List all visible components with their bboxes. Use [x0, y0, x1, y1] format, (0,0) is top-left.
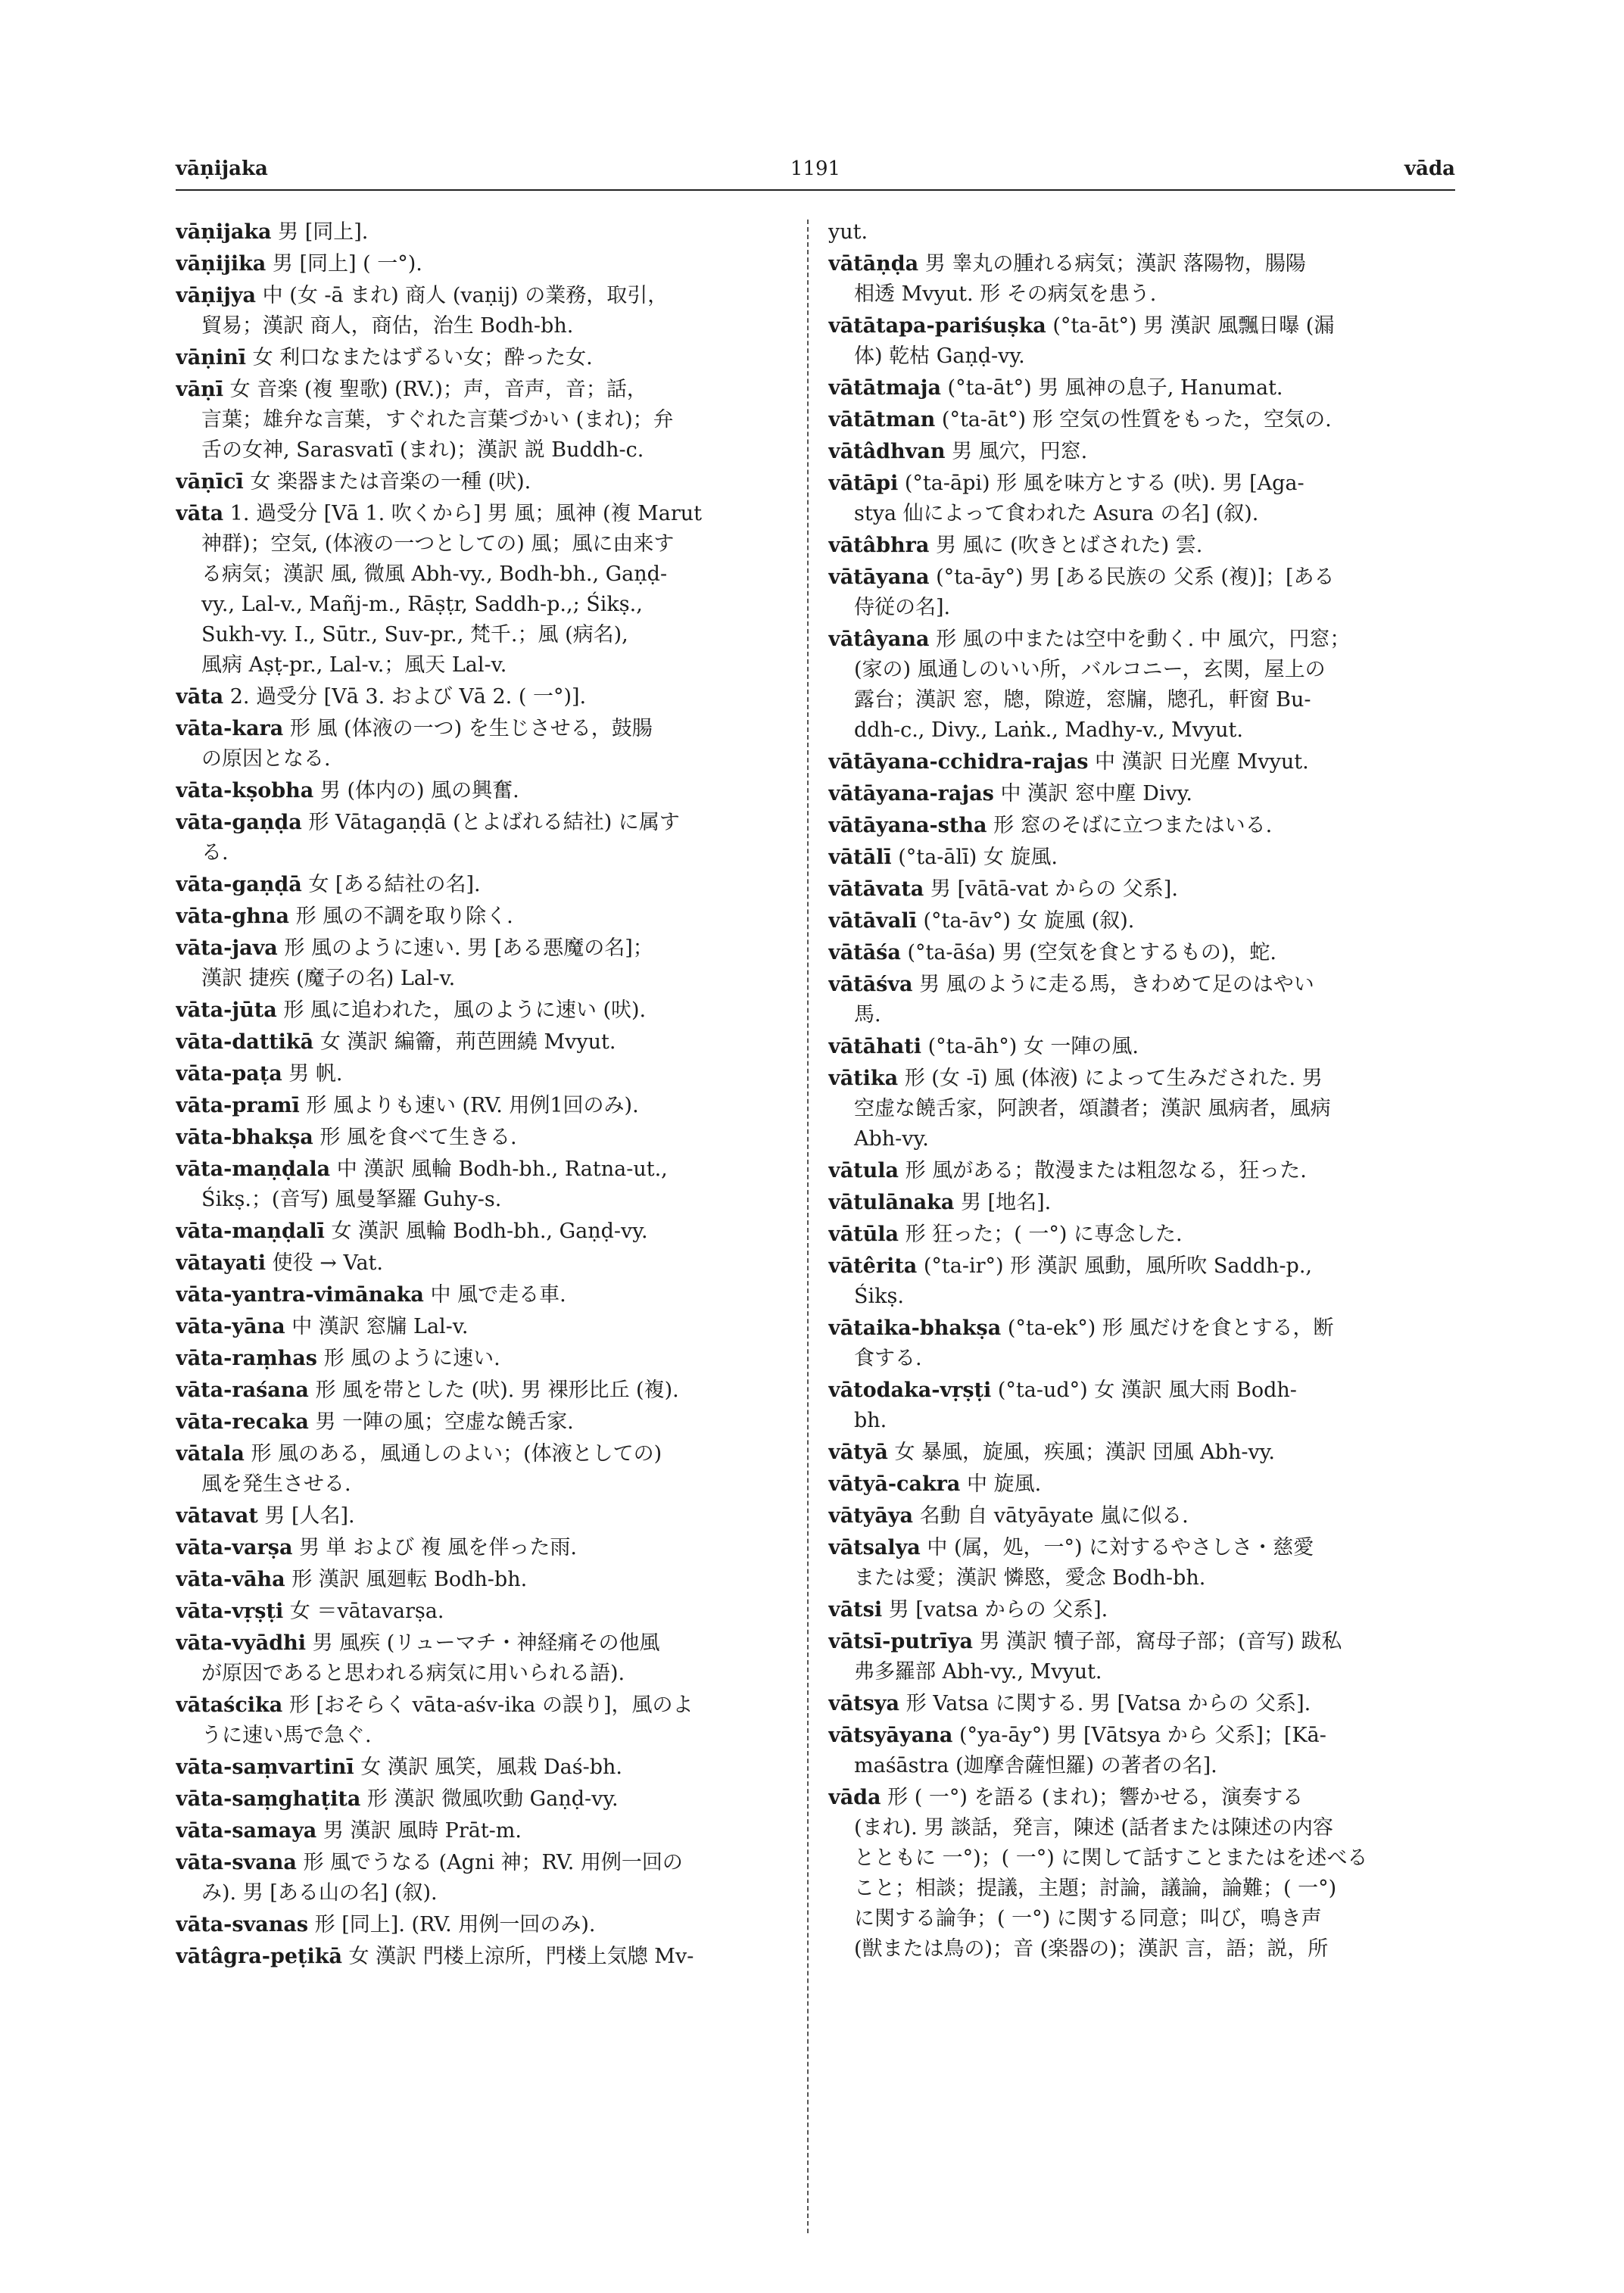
entry-text: 形 Vātagaṇḍā (とよばれる結社) に属す	[308, 811, 680, 834]
entry-text: 形 漢訳 風廻転 Bodh-bh.	[291, 1568, 528, 1591]
entry-headword: vāta-ghna	[176, 905, 289, 928]
entry-text: 男 漢訳 犢子部，窩母子部；(音写) 跋私	[979, 1630, 1342, 1653]
entry-text: 男 [人名].	[264, 1504, 355, 1528]
entry-headword: vātāvata	[828, 877, 924, 901]
dictionary-entry	[828, 625, 1454, 746]
entry-text: bh.	[854, 1409, 887, 1432]
entry-text: 舌の女神, Sarasvatī (まれ)；漢訳 説 Buddh-c.	[201, 438, 644, 462]
entry-headword: vātâgra-peṭikā	[176, 1945, 342, 1968]
entry-headword: vāta-recaka	[176, 1410, 309, 1434]
entry-text: (°ta-ud°) 女 漢訳 風大雨 Bodh-	[997, 1379, 1297, 1402]
dictionary-entry	[176, 1533, 801, 1563]
entry-text: 男 単 および 複 風を伴った雨.	[299, 1536, 577, 1559]
entry-headword: vāta-vyādhi	[176, 1631, 306, 1655]
dictionary-entry	[176, 1059, 801, 1089]
entry-text: yut.	[828, 220, 868, 244]
entry-text: 弗多羅部 Abh-vy., Mvyut.	[854, 1660, 1102, 1684]
dictionary-entry	[176, 1597, 801, 1627]
entry-text: 女 暴風，旋風，疾風；漢訳 団風 Abh-vy.	[894, 1441, 1275, 1464]
entry-text: 2. 過受分 [Vā 3. および Vā 2. ( 一°)].	[229, 685, 587, 709]
entry-text: 男 [vatsa からの 父系].	[888, 1598, 1108, 1622]
dictionary-entry	[176, 995, 801, 1026]
entry-headword: vāta-pramī	[176, 1094, 300, 1117]
dictionary-entry	[828, 779, 1454, 809]
entry-text: 形 風でうなる (Agni 神；RV. 用例一回の	[303, 1851, 683, 1874]
dictionary-entry	[176, 217, 801, 248]
entry-text: 馬.	[854, 1003, 881, 1027]
entry-text: 形 (女 -ī) 風 (体液) によって生みだされた. 男	[904, 1067, 1323, 1090]
entry-headword: vātsyāyana	[828, 1724, 953, 1747]
dictionary-entry	[828, 1595, 1454, 1625]
entry-text: (家の) 風通しのいい所，バルコニー，玄関，屋上の	[854, 658, 1326, 681]
dictionary-entry	[176, 1501, 801, 1531]
entry-text: (°ta-āt°) 男 漢訳 風飄日曝 (漏	[1052, 314, 1335, 338]
entry-headword: vātāyana-cchidra-rajas	[828, 750, 1089, 774]
dictionary-entry	[176, 1312, 801, 1342]
dictionary-entry	[828, 1220, 1454, 1250]
entry-headword: vāta-maṇḍalī	[176, 1220, 325, 1243]
entry-headword: vātyā-cakra	[828, 1472, 961, 1496]
dictionary-entry	[176, 1091, 801, 1121]
entry-text: こと；相談；提議，主題；討論，議論，論難；( 一°)	[854, 1877, 1337, 1900]
entry-text: 形 風の中または空中を動く. 中 風穴，円窓；	[936, 628, 1351, 651]
entry-text: 男 風のように走る馬，きわめて足のはやい	[919, 973, 1314, 996]
entry-text: 風病 Aṣṭ-pr., Lal-v.；風天 Lal-v.	[201, 653, 507, 677]
entry-headword: vātâbhra	[828, 534, 930, 557]
entry-text: 形 風に追われた，風のように速い (吠).	[283, 999, 647, 1022]
dictionary-entry	[828, 562, 1454, 623]
header-right-guideword: vāda	[1404, 157, 1455, 180]
entry-text: る病気；漢訳 風, 微風 Abh-vy., Bodh-bh., Gaṇḍ-	[201, 562, 668, 586]
entry-text: 形 風の不調を取り除く.	[295, 905, 513, 928]
dictionary-entry	[828, 469, 1454, 529]
entry-headword: vāta-java	[176, 936, 278, 960]
entry-text: うに速い馬で急ぐ.	[201, 1724, 372, 1747]
entry-headword: vātyāya	[828, 1504, 914, 1528]
entry-headword: vātêrita	[828, 1254, 918, 1278]
entry-headword: vātāhati	[828, 1035, 922, 1058]
dictionary-entry	[176, 808, 801, 868]
entry-text: vy., Lal-v., Mañj-m., Rāṣṭr, Saddh-p.,; Śikṣ.,	[201, 593, 643, 616]
entry-text: 使役 → Vat.	[272, 1251, 383, 1275]
entry-headword: vātsī-putrīya	[828, 1630, 973, 1653]
entry-headword: vātyā	[828, 1441, 888, 1464]
entry-text: (°ta-āpi) 形 風を味方とする (吠). 男 [Aga-	[904, 472, 1304, 495]
entry-text: Abh-vy.	[854, 1127, 929, 1151]
entry-headword: vāta-jūta	[176, 999, 277, 1022]
entry-text: (°ta-ir°) 形 漢訳 風動，風所吹 Saddh-p.,	[923, 1254, 1313, 1278]
page-number: 1191	[790, 157, 841, 180]
entry-text: 男 [地名].	[960, 1191, 1052, 1214]
entry-headword: vātodaka-vṛṣṭi	[828, 1379, 992, 1402]
dictionary-entry	[828, 1375, 1454, 1436]
entry-text: (°ta-āy°) 男 [ある民族の 父系 (複)]；[ある	[936, 565, 1335, 589]
dictionary-entry	[828, 405, 1454, 435]
entry-headword: vāṇijika	[176, 252, 267, 276]
entry-text: 中 漢訳 日光塵 Mvyut.	[1095, 750, 1309, 774]
entry-headword: vāta-dattikā	[176, 1030, 314, 1054]
entry-headword: vātāśva	[828, 973, 913, 996]
entry-headword: vātāyana	[828, 565, 930, 589]
entry-text: maśāstra (迦摩舎薩怛羅) の著者の名].	[854, 1754, 1217, 1777]
entry-headword: vāta	[176, 685, 224, 709]
entry-text: 露台；漢訳 窓，牕，隙遊，窓牖，牕孔，軒窗 Bu-	[854, 688, 1311, 712]
entry-headword: vāta-saṃghaṭita	[176, 1787, 361, 1811]
entry-headword: vātaścika	[176, 1693, 283, 1717]
dictionary-entry	[828, 1469, 1454, 1500]
dictionary-entry	[176, 1248, 801, 1279]
dictionary-entry	[828, 373, 1454, 403]
entry-text: または愛；漢訳 憐愍，愛念 Bodh-bh.	[854, 1566, 1206, 1590]
dictionary-entry	[828, 1156, 1454, 1186]
dictionary-entry	[176, 249, 801, 279]
entry-text: 形 風を帯とした (吠). 男 裸形比丘 (複).	[315, 1379, 679, 1402]
entry-headword: vātālī	[828, 846, 892, 869]
entry-text: 形 ( 一°) を語る (まれ)；響かせる，演奏する	[887, 1786, 1304, 1809]
entry-headword: vāta-raśana	[176, 1379, 309, 1402]
entry-headword: vāta-paṭa	[176, 1062, 282, 1086]
dictionary-entry	[828, 1721, 1454, 1781]
entry-headword: vāda	[828, 1786, 881, 1809]
entry-text: (°ya-āy°) 男 [Vātsya から 父系]；[Kā-	[959, 1724, 1326, 1747]
entry-headword: vāta-bhakṣa	[176, 1126, 313, 1149]
dictionary-entry	[176, 1217, 801, 1247]
entry-headword: vātsya	[828, 1692, 900, 1715]
entry-text: 侍従の名].	[854, 596, 951, 619]
entry-text: 形 Vatsa に関する. 男 [Vatsa からの 父系].	[906, 1692, 1311, 1715]
entry-text: 中 漢訳 窓牖 Lal-v.	[291, 1315, 469, 1338]
entry-text: 食する.	[854, 1347, 922, 1370]
entry-text: 男 [同上] ( 一°).	[272, 252, 422, 276]
dictionary-entry	[176, 1848, 801, 1908]
dictionary-entry	[828, 906, 1454, 936]
entry-text: 女 楽器または音楽の一種 (吠).	[250, 470, 531, 494]
entry-text: が原因であると思われる病気に用いられる語).	[201, 1662, 625, 1685]
right-column	[828, 217, 1454, 2261]
entry-text: 男 漢訳 風時 Prāt-m.	[323, 1819, 522, 1843]
entry-headword: vāta-varṣa	[176, 1536, 293, 1559]
entry-headword: vātāvalī	[828, 909, 917, 933]
dictionary-entry	[828, 1313, 1454, 1374]
entry-text: (°ta-āśa) 男 (空気を食とするもの)，蛇.	[907, 941, 1276, 964]
dictionary-entry	[828, 1783, 1454, 1964]
dictionary-entry	[828, 1627, 1454, 1687]
entry-text: 男 [vātā-vat からの 父系].	[930, 877, 1178, 901]
dictionary-entry	[176, 1942, 801, 1972]
dictionary-entry	[828, 1533, 1454, 1594]
dictionary-entry	[176, 1439, 801, 1500]
dictionary-entry	[176, 1910, 801, 1940]
entry-headword: vāta	[176, 502, 224, 525]
entry-headword: vāṇijya	[176, 284, 257, 307]
entry-headword: vātāśa	[828, 941, 901, 964]
dictionary-entry	[176, 1027, 801, 1058]
entry-text: 貿易；漢訳 商人，商估，治生 Bodh-bh.	[201, 314, 574, 338]
entry-headword: vāta-vṛṣṭi	[176, 1600, 284, 1623]
dictionary-entry	[176, 682, 801, 712]
dictionary-entry	[828, 531, 1454, 561]
entry-text: 男 睾丸の腫れる病気；漢訳 落陽物，腸陽	[924, 252, 1306, 276]
dictionary-entry	[176, 902, 801, 932]
dictionary-entry	[828, 249, 1454, 310]
entry-headword: vātāyana-rajas	[828, 782, 994, 805]
entry-text: (獣または鳥の)；音 (楽器の)；漢訳 言，語；説，所	[854, 1937, 1329, 1961]
entry-text: 女 漢訳 門楼上涼所，門楼上気牕 Mv-	[348, 1945, 694, 1968]
dictionary-entry	[828, 311, 1454, 372]
dictionary-entry	[828, 970, 1454, 1030]
entry-text: 女 漢訳 風笑，風栽 Daś-bh.	[360, 1756, 622, 1779]
entry-headword: vāta-gaṇḍā	[176, 873, 302, 896]
entry-headword: vātula	[828, 1159, 899, 1182]
entry-text: 形 [同上]. (RV. 用例一回のみ).	[314, 1913, 596, 1936]
entry-text: 形 風のある，風通しのよい；(体液としての)	[251, 1442, 662, 1466]
entry-text: 空虚な饒舌家，阿諛者，頌讃者；漢訳 風病者，風病	[854, 1097, 1331, 1120]
dictionary-entry	[828, 843, 1454, 873]
entry-text: Śikṣ.	[854, 1285, 904, 1308]
entry-text: 女 ＝vātavarṣa.	[289, 1600, 444, 1623]
entry-headword: vāta-yāna	[176, 1315, 285, 1338]
dictionary-entry	[176, 1784, 801, 1815]
page-header	[176, 154, 1455, 187]
dictionary-entry	[828, 1689, 1454, 1719]
dictionary-entry	[176, 1154, 801, 1215]
entry-headword: vātātman	[828, 408, 936, 431]
entry-text: (°ta-āv°) 女 旋風 (叙).	[923, 909, 1135, 933]
dictionary-entry	[828, 747, 1454, 777]
entry-headword: vātāṇḍa	[828, 252, 919, 276]
entry-text: 形 窓のそばに立つまたはいる.	[993, 814, 1273, 837]
dictionary-entry	[828, 1501, 1454, 1531]
left-column	[176, 217, 801, 2261]
dictionary-entry	[828, 437, 1454, 467]
entry-headword: vāṇī	[176, 378, 224, 401]
entry-text: 形 狂った；( 一°) に専念した.	[905, 1223, 1183, 1246]
dictionary-entry	[828, 1064, 1454, 1154]
dictionary-entry	[176, 467, 801, 497]
entry-text: 形 風のように速い. 男 [ある悪魔の名]；	[284, 936, 653, 960]
dictionary-entry	[176, 1344, 801, 1374]
dictionary-entry	[176, 281, 801, 341]
entry-text: 中 旋風.	[967, 1472, 1042, 1496]
entry-text: る.	[201, 841, 229, 865]
dictionary-entry	[176, 1628, 801, 1689]
entry-headword: vātala	[176, 1442, 245, 1466]
entry-headword: vātātmaja	[828, 376, 941, 400]
dictionary-entry	[176, 1123, 801, 1153]
entry-text: に関する論争；( 一°) に関する同意；叫び，鳴き声	[854, 1907, 1322, 1930]
entry-headword: vātsalya	[828, 1536, 921, 1559]
entry-text: 男 (体内の) 風の興奮.	[320, 779, 519, 802]
entry-headword: vāta-samaya	[176, 1819, 317, 1843]
entry-headword: vātayati	[176, 1251, 267, 1275]
entry-text: (°ta-ek°) 形 風だけを食とする，断	[1007, 1316, 1334, 1340]
dictionary-entry	[828, 1251, 1454, 1312]
entry-text: 女 [ある結社の名].	[308, 873, 481, 896]
dictionary-entry	[828, 874, 1454, 905]
entry-text: 名動 自 vātyāyate 嵐に似る.	[919, 1504, 1189, 1528]
entry-text: 中 風で走る車.	[430, 1283, 566, 1307]
dictionary-entry	[176, 870, 801, 900]
dictionary-entry	[176, 1280, 801, 1310]
dictionary-entry	[828, 1188, 1454, 1218]
entry-text: (°ta-ālī) 女 旋風.	[898, 846, 1058, 869]
dictionary-entry	[176, 933, 801, 994]
entry-text: 形 風を食べて生きる.	[320, 1126, 517, 1149]
entry-text: の原因となる.	[201, 747, 331, 771]
dictionary-entry	[176, 1375, 801, 1406]
entry-text: 男 帆.	[288, 1062, 343, 1086]
entry-headword: vāta-saṃvartinī	[176, 1756, 354, 1779]
dictionary-entry	[176, 776, 801, 806]
entry-text: Śikṣ.；(音写) 風曼拏羅 Guhy-s.	[201, 1188, 502, 1211]
entry-text: 神群)；空気, (体液の一つとしての) 風；風に由来す	[201, 532, 675, 556]
entry-headword: vāṇijaka	[176, 220, 272, 244]
entry-headword: vātaika-bhakṣa	[828, 1316, 1002, 1340]
entry-headword: vāṇinī	[176, 346, 246, 369]
entry-text: 女 漢訳 風輪 Bodh-bh., Gaṇḍ-vy.	[331, 1220, 648, 1243]
entry-text: 体) 乾枯 Gaṇḍ-vy.	[854, 344, 1025, 368]
entry-headword: vātsi	[828, 1598, 883, 1622]
dictionary-entry	[828, 938, 1454, 968]
dictionary-entry	[176, 714, 801, 774]
column-divider	[807, 220, 809, 2233]
entry-text: 女 利口なまたはずるい女；酔った女.	[252, 346, 593, 369]
entry-text: 1. 過受分 [Vā 1. 吹くから] 男 風；風神 (複 Marut	[229, 502, 703, 525]
dictionary-entry	[176, 1407, 801, 1438]
entry-headword: vātātapa-pariśuṣka	[828, 314, 1046, 338]
dictionary-entry	[176, 375, 801, 466]
entry-text: 形 [おそらく vāta-aśv-ika の誤り]，風のよ	[288, 1693, 694, 1717]
header-rule	[176, 189, 1455, 191]
entry-text: Sukh-vy. I., Sūtr., Suv-pr., 梵千.；風 (病名),	[201, 623, 628, 646]
dictionary-entry	[176, 343, 801, 373]
entry-headword: vātâyana	[828, 628, 930, 651]
entry-headword: vātika	[828, 1067, 899, 1090]
entry-headword: vātāpi	[828, 472, 899, 495]
entry-text: (°ta-āh°) 女 一陣の風.	[927, 1035, 1139, 1058]
dictionary-entry	[828, 811, 1454, 841]
dictionary-entry	[176, 1752, 801, 1783]
entry-text: 風を発生させる.	[201, 1472, 351, 1496]
entry-headword: vātulānaka	[828, 1191, 955, 1214]
entry-text: (°ta-āt°) 形 空気の性質をもった，空気の.	[941, 408, 1332, 431]
entry-text: み). 男 [ある山の名] (叙).	[201, 1881, 438, 1905]
dictionary-entry	[176, 499, 801, 681]
entry-text: 男 [同上].	[278, 220, 369, 244]
entry-text: (まれ). 男 談話，発言，陳述 (話者または陳述の内容	[854, 1816, 1333, 1840]
dictionary-entry	[176, 1565, 801, 1595]
entry-text: 男 風穴，円窓.	[952, 440, 1088, 463]
entry-text: 男 風疾 (リューマチ・神経痛その他風	[312, 1631, 660, 1655]
entry-text: ddh-c., Divy., Laṅk., Madhy-v., Mvyut.	[854, 718, 1243, 742]
entry-text: 言葉；雄弁な言葉，すぐれた言葉づかい (まれ)；弁	[201, 408, 674, 431]
entry-text: 漢訳 捷疾 (魔子の名) Lal-v.	[201, 967, 456, 990]
entry-headword: vāta-svanas	[176, 1913, 309, 1936]
entry-headword: vātūla	[828, 1223, 899, 1246]
dictionary-entry	[176, 1816, 801, 1846]
entry-text: 形 風 (体液の一つ) を生じさせる，鼓腸	[289, 717, 653, 740]
entry-text: 形 風よりも速い (RV. 用例1回のみ).	[306, 1094, 639, 1117]
entry-text: 中 (女 -ā まれ) 商人 (vaṇij) の業務，取引，	[262, 284, 669, 307]
entry-headword: vāta-gaṇḍa	[176, 811, 302, 834]
dictionary-entry	[176, 1690, 801, 1751]
entry-text: 男 一陣の風；空虚な饒舌家.	[315, 1410, 574, 1434]
entry-headword: vāta-maṇḍala	[176, 1157, 331, 1181]
entry-headword: vāta-yantra-vimānaka	[176, 1283, 424, 1307]
entry-text: 男 風に (吹きとばされた) 雲.	[935, 534, 1203, 557]
entry-text: 相透 Mvyut. 形 その病気を患う.	[854, 282, 1157, 306]
entry-text: stya 仙によって食われた Asura の名] (叙).	[854, 502, 1259, 525]
entry-headword: vātâdhvan	[828, 440, 946, 463]
dictionary-entry	[828, 1438, 1454, 1468]
entry-text: 女 音楽 (複 聖歌) (RV.)；声，音声，音；話，	[229, 378, 647, 401]
entry-headword: vāta-kṣobha	[176, 779, 314, 802]
dictionary-entry	[828, 1032, 1454, 1062]
entry-text: 女 漢訳 編籥，荊芭囲繞 Mvyut.	[320, 1030, 616, 1054]
entry-text: (°ta-āt°) 男 風神の息子, Hanumat.	[947, 376, 1283, 400]
entry-headword: vāta-svana	[176, 1851, 297, 1874]
entry-headword: vāṇīcī	[176, 470, 244, 494]
entry-headword: vātāyana-stha	[828, 814, 987, 837]
entry-text: 中 (属，処，一°) に対するやさしさ・慈愛	[927, 1536, 1314, 1559]
entry-text: 形 漢訳 微風吹動 Gaṇḍ-vy.	[366, 1787, 619, 1811]
entry-headword: vāta-kara	[176, 717, 284, 740]
dictionary-entry	[828, 217, 1454, 248]
entry-text: 形 風のように速い.	[323, 1347, 500, 1370]
entry-text: 形 風がある；散漫または粗忽なる，狂った.	[905, 1159, 1307, 1182]
entry-text: 中 漢訳 窓中塵 Divy.	[1000, 782, 1192, 805]
header-left-guideword: vāṇijaka	[176, 157, 268, 180]
entry-text: 中 漢訳 風輪 Bodh-bh., Ratna-ut.,	[336, 1157, 668, 1181]
entry-headword: vāta-vāha	[176, 1568, 285, 1591]
entry-text: とともに 一°)；( 一°) に関して話すことまたはを述べる	[854, 1846, 1368, 1870]
entry-headword: vāta-raṃhas	[176, 1347, 317, 1370]
entry-headword: vātavat	[176, 1504, 258, 1528]
